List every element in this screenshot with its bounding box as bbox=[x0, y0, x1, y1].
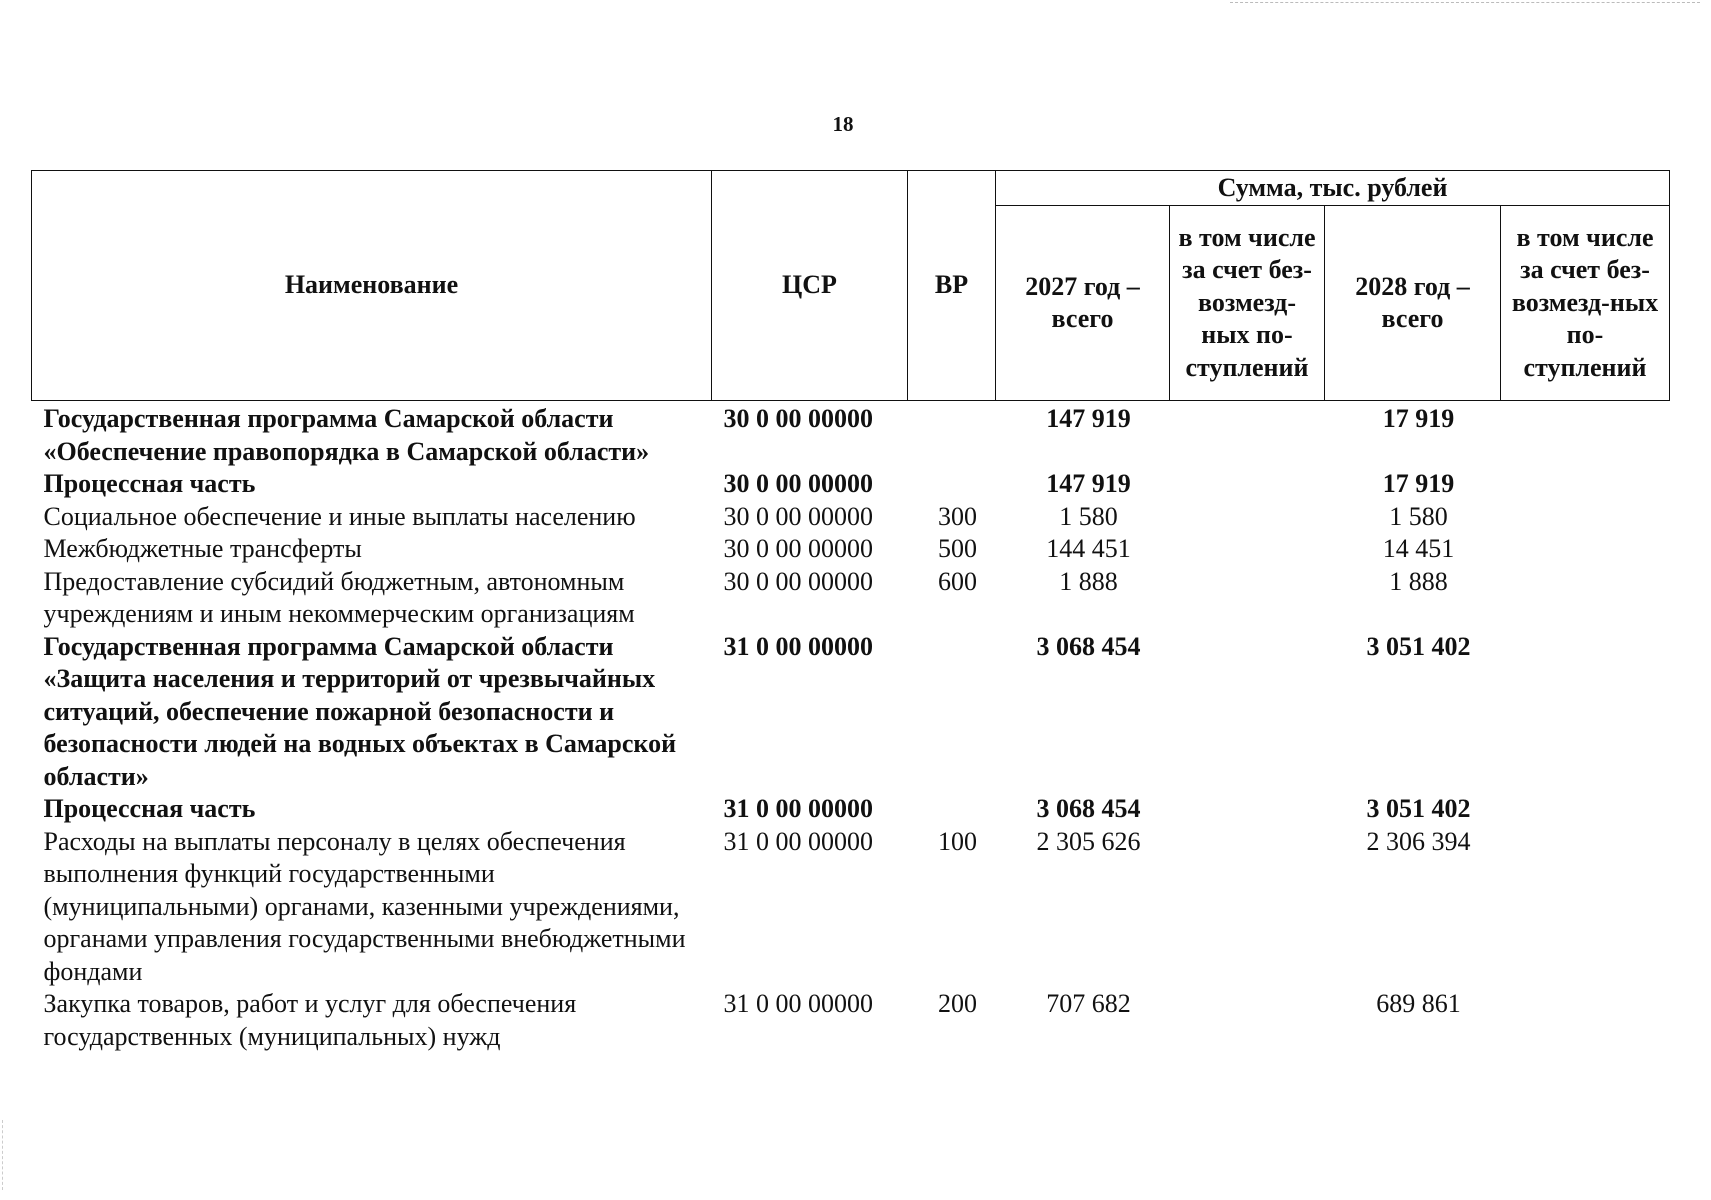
row-csr: 31 0 00 00000 bbox=[723, 989, 873, 1018]
row-csr: 30 0 00 00000 bbox=[723, 534, 873, 563]
row-2027-grants bbox=[1170, 468, 1325, 501]
header-2028-total: 2028 год – всего bbox=[1325, 206, 1501, 401]
row-vr: 100 bbox=[938, 826, 977, 856]
header-vr: ВР bbox=[908, 171, 996, 401]
row-2028-grants bbox=[1501, 533, 1670, 566]
row-name: Процессная часть bbox=[43, 794, 256, 823]
row-vr bbox=[908, 468, 996, 501]
row-2028-grants bbox=[1501, 793, 1670, 826]
row-2028-total: 1 580 bbox=[1389, 501, 1448, 531]
row-2027-total: 1 580 bbox=[1059, 501, 1118, 531]
header-2027-total: 2027 год – всего bbox=[996, 206, 1170, 401]
row-2027-grants bbox=[1170, 533, 1325, 566]
row-csr: 31 0 00 00000 bbox=[723, 631, 873, 661]
header-csr: ЦСР bbox=[712, 171, 908, 401]
row-2028-total: 3 051 402 bbox=[1366, 631, 1471, 661]
row-vr bbox=[908, 793, 996, 826]
table-body bbox=[32, 401, 1670, 1054]
budget-table bbox=[31, 170, 1670, 1053]
row-2027-grants bbox=[1170, 988, 1325, 1053]
row-2027-total: 3 068 454 bbox=[1036, 631, 1141, 661]
row-2027-grants bbox=[1170, 401, 1325, 469]
table-row bbox=[32, 988, 1670, 1053]
table-row bbox=[32, 631, 1670, 794]
scan-edge-left bbox=[2, 1120, 3, 1190]
table-row bbox=[32, 793, 1670, 826]
row-name: Закупка товаров, работ и услуг для обеспечения государственных (муниципальных) нужд bbox=[43, 989, 577, 1051]
row-2027-grants bbox=[1170, 501, 1325, 534]
row-2027-grants bbox=[1170, 631, 1325, 794]
row-vr bbox=[908, 631, 996, 794]
row-2028-total: 1 888 bbox=[1389, 566, 1448, 596]
row-csr: 30 0 00 00000 bbox=[723, 501, 873, 531]
row-name: Государственная программа Самарской области «Защита населения и территорий от чрезвычайных ситуаций, обеспечение пожарной безопасности и безопасности людей на водных объектах в Самарской области» bbox=[43, 631, 677, 791]
row-name: Социальное обеспечение и иные выплаты населению bbox=[43, 501, 636, 531]
row-2028-total: 3 051 402 bbox=[1366, 794, 1471, 823]
row-2027-total: 1 888 bbox=[1059, 566, 1118, 596]
page-number: 18 bbox=[832, 112, 854, 136]
row-name: Расходы на выплаты персоналу в целях обеспечения выполнения функций государственными (муниципальными) органами, казенными учреждениями, органами управления государственными внебюджетными фондами bbox=[43, 826, 686, 986]
header-sum-group: Сумма, тыс. рублей bbox=[996, 171, 1670, 206]
table-row bbox=[32, 533, 1670, 566]
row-2027-total: 147 919 bbox=[1046, 469, 1131, 498]
row-csr: 31 0 00 00000 bbox=[723, 794, 873, 823]
table-row bbox=[32, 468, 1670, 501]
row-2027-grants bbox=[1170, 566, 1325, 631]
row-vr bbox=[908, 401, 996, 469]
row-2028-grants bbox=[1501, 566, 1670, 631]
table-row bbox=[32, 566, 1670, 631]
row-name: Государственная программа Самарской области «Обеспечение правопорядка в Самарской области» bbox=[43, 404, 650, 466]
row-2027-total: 3 068 454 bbox=[1036, 794, 1141, 823]
row-2028-total: 2 306 394 bbox=[1366, 826, 1471, 856]
row-2027-grants bbox=[1170, 793, 1325, 826]
row-2027-grants bbox=[1170, 826, 1325, 989]
row-2027-total: 2 305 626 bbox=[1036, 826, 1141, 856]
scan-edge-top bbox=[1230, 2, 1700, 3]
row-csr: 30 0 00 00000 bbox=[723, 469, 873, 498]
header-name: Наименование bbox=[32, 171, 712, 401]
row-2027-total: 144 451 bbox=[1046, 534, 1131, 563]
row-csr: 30 0 00 00000 bbox=[723, 566, 873, 596]
header-2027-grants: в том числе за счет без-возмезд-ных по-ступлений bbox=[1170, 206, 1325, 401]
row-2028-total: 17 919 bbox=[1382, 404, 1455, 433]
row-vr: 600 bbox=[938, 566, 977, 596]
table-row bbox=[32, 401, 1670, 469]
row-2028-total: 17 919 bbox=[1382, 469, 1455, 498]
row-2028-grants bbox=[1501, 826, 1670, 989]
row-2028-grants bbox=[1501, 631, 1670, 794]
table-row bbox=[32, 826, 1670, 989]
row-name: Межбюджетные трансферты bbox=[43, 534, 362, 563]
row-2028-grants bbox=[1501, 988, 1670, 1053]
row-2027-total: 707 682 bbox=[1046, 989, 1131, 1018]
row-2028-grants bbox=[1501, 501, 1670, 534]
table-header bbox=[32, 171, 1670, 401]
row-csr: 30 0 00 00000 bbox=[723, 404, 873, 433]
row-2028-total: 14 451 bbox=[1382, 534, 1455, 563]
row-2027-total: 147 919 bbox=[1046, 404, 1131, 433]
row-csr: 31 0 00 00000 bbox=[723, 826, 873, 856]
row-vr: 300 bbox=[938, 501, 977, 531]
row-name: Предоставление субсидий бюджетным, автономным учреждениям и иным некоммерческим организациям bbox=[43, 566, 635, 628]
row-vr: 500 bbox=[938, 534, 977, 563]
row-2028-grants bbox=[1501, 468, 1670, 501]
row-2028-total: 689 861 bbox=[1376, 989, 1461, 1018]
row-vr: 200 bbox=[938, 989, 977, 1018]
row-name: Процессная часть bbox=[43, 469, 256, 498]
table-row bbox=[32, 501, 1670, 534]
header-2028-grants: в том числе за счет без-возмезд-ных по-ступлений bbox=[1501, 206, 1670, 401]
row-2028-grants bbox=[1501, 401, 1670, 469]
